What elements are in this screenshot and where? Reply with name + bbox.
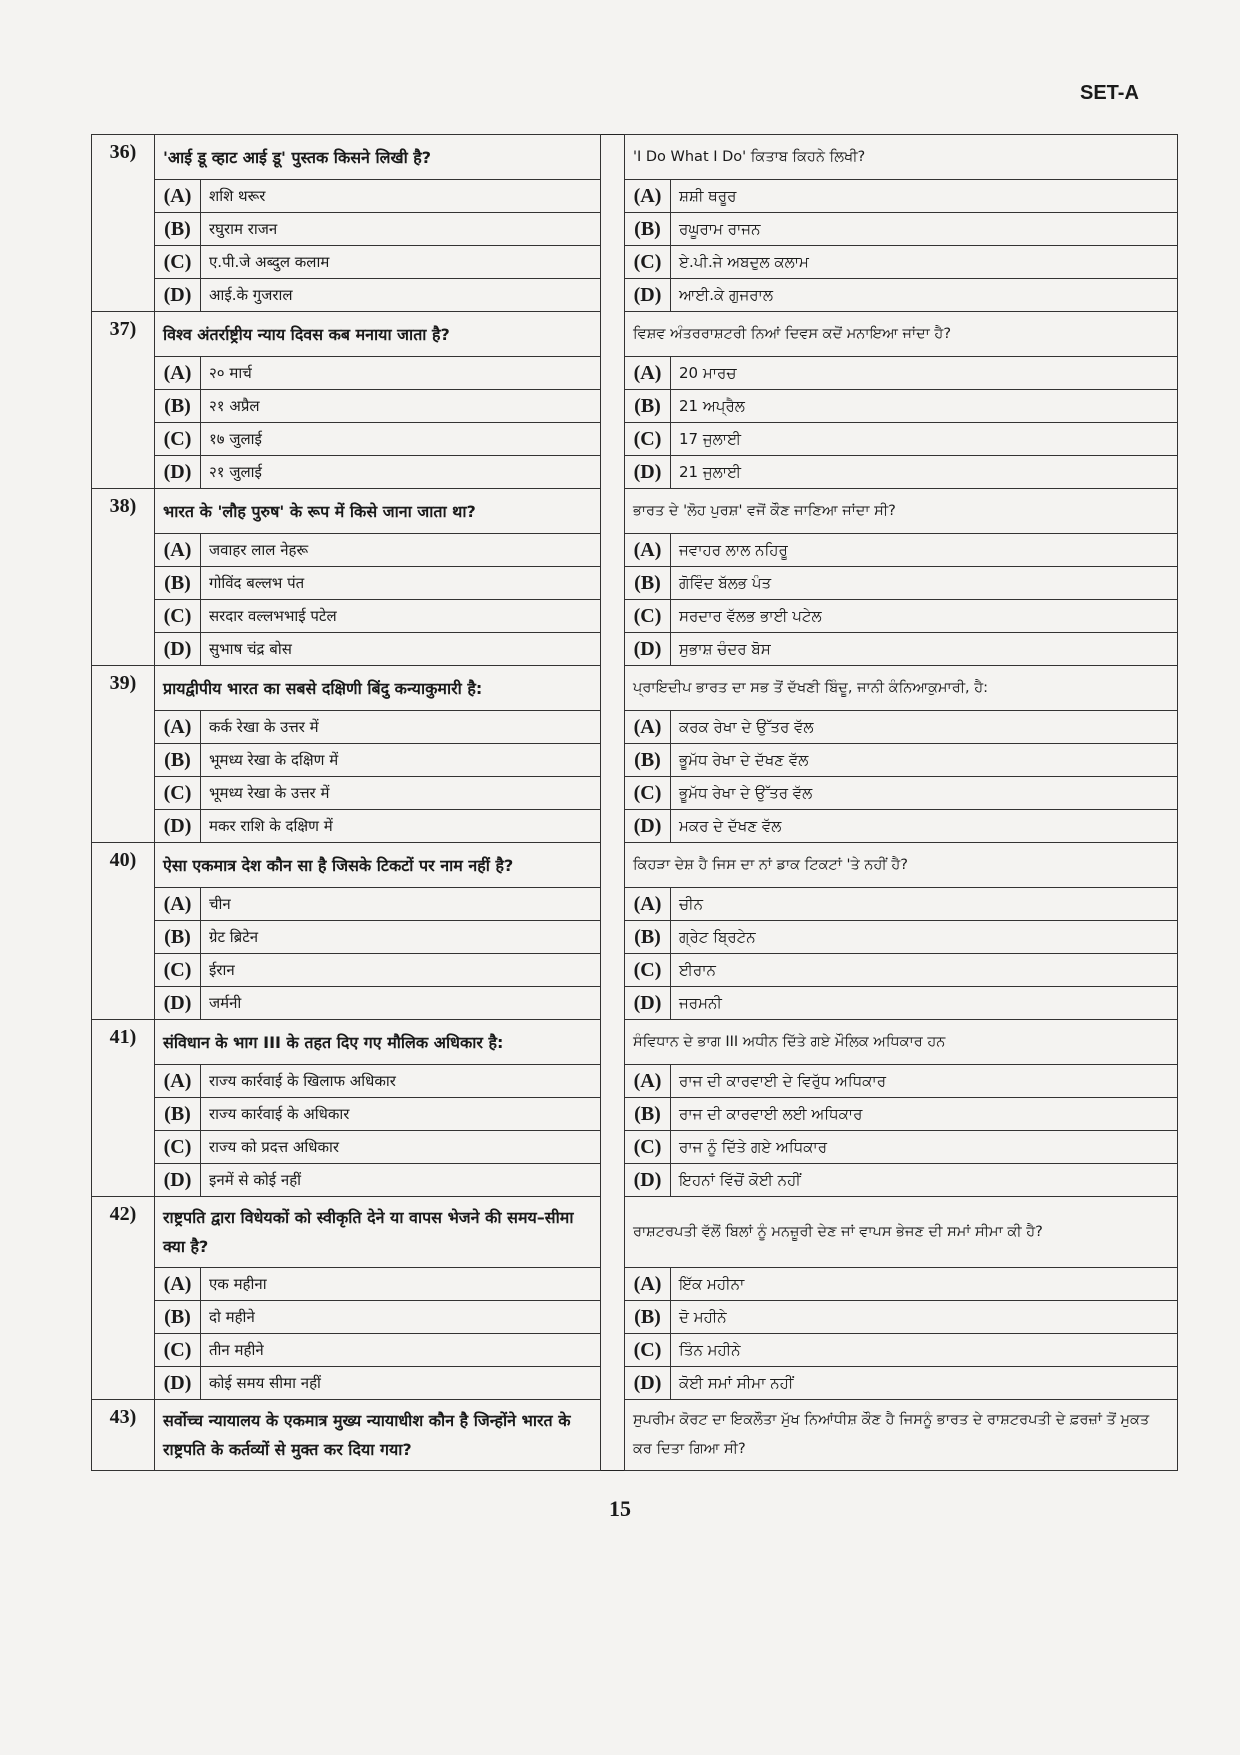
- option-row: [92, 954, 1178, 987]
- question-text-hindi: 'आई डू व्हाट आई डू' पुस्तक किसने लिखी है?: [155, 135, 601, 180]
- option-key-punjabi: (A): [625, 1065, 671, 1098]
- question-text-punjabi: 'I Do What I Do' ਕਿਤਾਬ ਕਿਹਨੇ ਲਿਖੀ?: [625, 135, 1178, 180]
- option-text-punjabi: ਚੀਨ: [671, 888, 1178, 921]
- option-text-hindi: २१ जुलाई: [201, 456, 601, 489]
- option-text-hindi: शशि थरूर: [201, 180, 601, 213]
- option-key-punjabi: (C): [625, 1334, 671, 1367]
- column-gap: [601, 489, 625, 666]
- question-number: 42): [92, 1197, 155, 1400]
- option-row: [92, 567, 1178, 600]
- option-text-punjabi: ਕੋਈ ਸਮਾਂ ਸੀਮਾ ਨਹੀਂ: [671, 1367, 1178, 1400]
- option-row: [92, 357, 1178, 390]
- option-text-punjabi: ਭੂਮੱਧ ਰੇਖਾ ਦੇ ਉੱਤਰ ਵੱਲ: [671, 777, 1178, 810]
- option-key-hindi: (C): [155, 423, 201, 456]
- question-row: [92, 1400, 1178, 1471]
- option-key-punjabi: (C): [625, 954, 671, 987]
- option-row: [92, 711, 1178, 744]
- option-key-hindi: (D): [155, 279, 201, 312]
- option-text-punjabi: ਆਈ.ਕੇ ਗੁਜਰਾਲ: [671, 279, 1178, 312]
- question-text-hindi: राष्ट्रपति द्वारा विधेयकों को स्वीकृति देने या वापस भेजने की समय–सीमा क्या है?: [155, 1197, 601, 1268]
- option-text-punjabi: 20 ਮਾਰਚ: [671, 357, 1178, 390]
- option-text-punjabi: ਇੱਕ ਮਹੀਨਾ: [671, 1268, 1178, 1301]
- option-text-punjabi: ਰਾਜ ਦੀ ਕਾਰਵਾਈ ਦੇ ਵਿਰੁੱਧ ਅਧਿਕਾਰ: [671, 1065, 1178, 1098]
- question-text-hindi: संविधान के भाग III के तहत दिए गए मौलिक अधिकार है:: [155, 1020, 601, 1065]
- option-text-punjabi: 21 ਜੁਲਾਈ: [671, 456, 1178, 489]
- question-text-punjabi: ਕਿਹੜਾ ਦੇਸ਼ ਹੈ ਜਿਸ ਦਾ ਨਾਂ ਡਾਕ ਟਿਕਟਾਂ 'ਤੇ ਨਹੀਂ ਹੈ?: [625, 843, 1178, 888]
- option-key-hindi: (A): [155, 1065, 201, 1098]
- option-key-hindi: (B): [155, 1098, 201, 1131]
- option-text-punjabi: ਸੁਭਾਸ਼ ਚੰਦਰ ਬੋਸ: [671, 633, 1178, 666]
- set-label: SET-A: [1080, 82, 1139, 104]
- question-text-hindi: प्रायद्वीपीय भारत का सबसे दक्षिणी बिंदु कन्याकुमारी है:: [155, 666, 601, 711]
- option-text-hindi: रघुराम राजन: [201, 213, 601, 246]
- option-key-punjabi: (D): [625, 1367, 671, 1400]
- question-row: [92, 489, 1178, 534]
- option-text-hindi: जर्मनी: [201, 987, 601, 1020]
- option-text-punjabi: ਜਵਾਹਰ ਲਾਲ ਨਹਿਰੂ: [671, 534, 1178, 567]
- option-text-hindi: ए.पी.जे अब्दुल कलाम: [201, 246, 601, 279]
- option-text-hindi: तीन महीने: [201, 1334, 601, 1367]
- option-key-hindi: (D): [155, 810, 201, 843]
- question-number: 41): [92, 1020, 155, 1197]
- option-text-hindi: ईरान: [201, 954, 601, 987]
- option-key-hindi: (B): [155, 744, 201, 777]
- option-key-punjabi: (A): [625, 357, 671, 390]
- option-key-punjabi: (D): [625, 456, 671, 489]
- option-text-hindi: २१ अप्रैल: [201, 390, 601, 423]
- option-text-punjabi: ਤਿੰਨ ਮਹੀਨੇ: [671, 1334, 1178, 1367]
- option-key-hindi: (D): [155, 1164, 201, 1197]
- question-text-hindi: ऐसा एकमात्र देश कौन सा है जिसके टिकटों पर नाम नहीं है?: [155, 843, 601, 888]
- option-key-hindi: (B): [155, 921, 201, 954]
- column-gap: [601, 312, 625, 489]
- question-text-punjabi: ਸੁਪਰੀਮ ਕੋਰਟ ਦਾ ਇਕਲੌਤਾ ਮੁੱਖ ਨਿਆਂਧੀਸ਼ ਕੌਣ ਹੈ ਜਿਸਨੂੰ ਭਾਰਤ ਦੇ ਰਾਸ਼ਟਰਪਤੀ ਦੇ ਫ਼ਰਜ਼ਾਂ ਤੋਂ ਮੁਕਤ ਕਰ ਦਿਤਾ ਗਿਆ ਸੀ?: [625, 1400, 1178, 1471]
- option-key-punjabi: (A): [625, 1268, 671, 1301]
- question-row: [92, 312, 1178, 357]
- question-number: 40): [92, 843, 155, 1020]
- option-text-punjabi: ਗ੍ਰੇਟ ਬ੍ਰਿਟੇਨ: [671, 921, 1178, 954]
- option-text-hindi: सुभाष चंद्र बोस: [201, 633, 601, 666]
- option-text-punjabi: ਈਰਾਨ: [671, 954, 1178, 987]
- option-row: [92, 1164, 1178, 1197]
- question-row: [92, 1020, 1178, 1065]
- option-key-hindi: (A): [155, 888, 201, 921]
- option-key-hindi: (A): [155, 534, 201, 567]
- option-text-hindi: राज्य को प्रदत्त अधिकार: [201, 1131, 601, 1164]
- option-row: [92, 888, 1178, 921]
- question-text-punjabi: ਵਿਸ਼ਵ ਅੰਤਰਰਾਸ਼ਟਰੀ ਨਿਆਂ ਦਿਵਸ ਕਦੋਂ ਮਨਾਇਆ ਜਾਂਦਾ ਹੈ?: [625, 312, 1178, 357]
- option-text-punjabi: ਰਾਜ ਨੂੰ ਦਿੱਤੇ ਗਏ ਅਧਿਕਾਰ: [671, 1131, 1178, 1164]
- option-text-hindi: कर्क रेखा के उत्तर में: [201, 711, 601, 744]
- option-key-hindi: (B): [155, 390, 201, 423]
- option-text-punjabi: ਇਹਨਾਂ ਵਿੱਚੋਂ ਕੋਈ ਨਹੀਂ: [671, 1164, 1178, 1197]
- option-text-hindi: राज्य कार्रवाई के अधिकार: [201, 1098, 601, 1131]
- option-key-hindi: (D): [155, 633, 201, 666]
- option-row: [92, 180, 1178, 213]
- question-text-hindi: विश्व अंतर्राष्ट्रीय न्याय दिवस कब मनाया जाता है?: [155, 312, 601, 357]
- option-row: [92, 600, 1178, 633]
- option-row: [92, 534, 1178, 567]
- option-text-hindi: भूमध्य रेखा के दक्षिण में: [201, 744, 601, 777]
- option-row: [92, 810, 1178, 843]
- option-text-punjabi: 17 ਜੁਲਾਈ: [671, 423, 1178, 456]
- option-key-hindi: (A): [155, 180, 201, 213]
- column-gap: [601, 1020, 625, 1197]
- question-number: 38): [92, 489, 155, 666]
- option-text-punjabi: ਜਰਮਨੀ: [671, 987, 1178, 1020]
- column-gap: [601, 1197, 625, 1400]
- option-key-hindi: (D): [155, 987, 201, 1020]
- question-text-punjabi: ਭਾਰਤ ਦੇ 'ਲੋਹ ਪੁਰਸ਼' ਵਜੋਂ ਕੌਣ ਜਾਣਿਆ ਜਾਂਦਾ ਸੀ?: [625, 489, 1178, 534]
- question-text-hindi: भारत के 'लौह पुरुष' के रूप में किसे जाना जाता था?: [155, 489, 601, 534]
- option-text-hindi: ग्रेट ब्रिटेन: [201, 921, 601, 954]
- option-key-hindi: (A): [155, 711, 201, 744]
- page-number: 15: [609, 1496, 631, 1521]
- option-row: [92, 1268, 1178, 1301]
- option-key-hindi: (C): [155, 1334, 201, 1367]
- option-row: [92, 633, 1178, 666]
- option-key-punjabi: (A): [625, 534, 671, 567]
- option-text-hindi: आई.के गुजराल: [201, 279, 601, 312]
- option-text-punjabi: ਰਾਜ ਦੀ ਕਾਰਵਾਈ ਲਈ ਅਧਿਕਾਰ: [671, 1098, 1178, 1131]
- option-key-punjabi: (D): [625, 987, 671, 1020]
- question-row: [92, 1197, 1178, 1268]
- option-key-punjabi: (A): [625, 888, 671, 921]
- option-text-hindi: एक महीना: [201, 1268, 601, 1301]
- option-row: [92, 1098, 1178, 1131]
- option-key-hindi: (B): [155, 1301, 201, 1334]
- option-key-hindi: (C): [155, 600, 201, 633]
- option-text-hindi: इनमें से कोई नहीं: [201, 1164, 601, 1197]
- option-text-punjabi: ਭੂਮੱਧ ਰੇਖਾ ਦੇ ਦੱਖਣ ਵੱਲ: [671, 744, 1178, 777]
- option-text-punjabi: ਦੋ ਮਹੀਨੇ: [671, 1301, 1178, 1334]
- question-row: [92, 843, 1178, 888]
- option-key-punjabi: (C): [625, 777, 671, 810]
- option-text-hindi: २० मार्च: [201, 357, 601, 390]
- option-key-punjabi: (B): [625, 567, 671, 600]
- option-key-punjabi: (B): [625, 213, 671, 246]
- option-text-punjabi: ਕਰਕ ਰੇਖਾ ਦੇ ਉੱਤਰ ਵੱਲ: [671, 711, 1178, 744]
- option-row: [92, 744, 1178, 777]
- question-number: 43): [92, 1400, 155, 1471]
- option-key-punjabi: (C): [625, 600, 671, 633]
- option-row: [92, 1301, 1178, 1334]
- option-key-punjabi: (C): [625, 423, 671, 456]
- option-key-hindi: (A): [155, 357, 201, 390]
- option-key-hindi: (B): [155, 567, 201, 600]
- option-text-hindi: जवाहर लाल नेहरू: [201, 534, 601, 567]
- option-key-punjabi: (C): [625, 246, 671, 279]
- option-key-hindi: (B): [155, 213, 201, 246]
- option-key-hindi: (C): [155, 246, 201, 279]
- option-key-hindi: (A): [155, 1268, 201, 1301]
- option-key-hindi: (C): [155, 777, 201, 810]
- question-row: [92, 666, 1178, 711]
- column-gap: [601, 135, 625, 312]
- option-key-hindi: (C): [155, 954, 201, 987]
- option-text-hindi: राज्य कार्रवाई के खिलाफ अधिकार: [201, 1065, 601, 1098]
- option-text-hindi: मकर राशि के दक्षिण में: [201, 810, 601, 843]
- option-key-punjabi: (D): [625, 810, 671, 843]
- column-gap: [601, 666, 625, 843]
- option-text-hindi: १७ जुलाई: [201, 423, 601, 456]
- question-row: [92, 135, 1178, 180]
- option-row: [92, 1131, 1178, 1164]
- option-key-hindi: (C): [155, 1131, 201, 1164]
- option-key-punjabi: (B): [625, 390, 671, 423]
- option-text-hindi: सरदार वल्लभभाई पटेल: [201, 600, 601, 633]
- option-row: [92, 921, 1178, 954]
- option-key-punjabi: (B): [625, 744, 671, 777]
- option-key-punjabi: (D): [625, 279, 671, 312]
- option-text-hindi: भूमध्य रेखा के उत्तर में: [201, 777, 601, 810]
- option-text-hindi: गोविंद बल्लभ पंत: [201, 567, 601, 600]
- question-number: 37): [92, 312, 155, 489]
- option-text-punjabi: ਏ.ਪੀ.ਜੇ ਅਬਦੁਲ ਕਲਾਮ: [671, 246, 1178, 279]
- option-row: [92, 987, 1178, 1020]
- option-text-punjabi: 21 ਅਪ੍ਰੈਲ: [671, 390, 1178, 423]
- option-key-hindi: (D): [155, 1367, 201, 1400]
- column-gap: [601, 843, 625, 1020]
- question-text-punjabi: ਰਾਸ਼ਟਰਪਤੀ ਵੱਲੋਂ ਬਿਲਾਂ ਨੂੰ ਮਨਜ਼ੂਰੀ ਦੇਣ ਜਾਂ ਵਾਪਸ ਭੇਜਣ ਦੀ ਸਮਾਂ ਸੀਮਾ ਕੀ ਹੈ?: [625, 1197, 1178, 1268]
- question-number: 39): [92, 666, 155, 843]
- option-row: [92, 1367, 1178, 1400]
- option-text-hindi: दो महीने: [201, 1301, 601, 1334]
- option-text-punjabi: ਮਕਰ ਦੇ ਦੱਖਣ ਵੱਲ: [671, 810, 1178, 843]
- option-row: [92, 390, 1178, 423]
- question-text-hindi: सर्वोच्च न्यायालय के एकमात्र मुख्य न्यायाधीश कौन है जिन्होंने भारत के राष्ट्रपति के कर्तव्यों से मुक्त कर दिया गया?: [155, 1400, 601, 1471]
- option-row: [92, 456, 1178, 489]
- question-table: [91, 134, 1178, 1471]
- option-text-punjabi: ਸਰਦਾਰ ਵੱਲਭ ਭਾਈ ਪਟੇਲ: [671, 600, 1178, 633]
- option-text-punjabi: ਸ਼ਸ਼ੀ ਥਰੂਰ: [671, 180, 1178, 213]
- option-key-punjabi: (B): [625, 921, 671, 954]
- option-row: [92, 213, 1178, 246]
- question-text-punjabi: ਸੰਵਿਧਾਨ ਦੇ ਭਾਗ III ਅਧੀਨ ਦਿੱਤੇ ਗਏ ਮੌਲਿਕ ਅਧਿਕਾਰ ਹਨ: [625, 1020, 1178, 1065]
- option-text-punjabi: ਰਘੂਰਾਮ ਰਾਜਨ: [671, 213, 1178, 246]
- option-key-punjabi: (B): [625, 1098, 671, 1131]
- option-row: [92, 246, 1178, 279]
- option-key-punjabi: (B): [625, 1301, 671, 1334]
- option-key-punjabi: (D): [625, 633, 671, 666]
- option-row: [92, 423, 1178, 456]
- option-row: [92, 1334, 1178, 1367]
- option-row: [92, 1065, 1178, 1098]
- option-row: [92, 777, 1178, 810]
- option-key-punjabi: (A): [625, 711, 671, 744]
- option-key-punjabi: (D): [625, 1164, 671, 1197]
- option-row: [92, 279, 1178, 312]
- option-text-punjabi: ਗੋਵਿੰਦ ਬੱਲਭ ਪੰਤ: [671, 567, 1178, 600]
- question-number: 36): [92, 135, 155, 312]
- option-key-punjabi: (C): [625, 1131, 671, 1164]
- option-key-punjabi: (A): [625, 180, 671, 213]
- option-key-hindi: (D): [155, 456, 201, 489]
- question-text-punjabi: ਪ੍ਰਾਇਦੀਪ ਭਾਰਤ ਦਾ ਸਭ ਤੋਂ ਦੱਖਣੀ ਬਿੰਦੂ, ਜਾਨੀ ਕੰਨਿਆਕੁਮਾਰੀ, ਹੈ:: [625, 666, 1178, 711]
- column-gap: [601, 1400, 625, 1471]
- option-text-hindi: चीन: [201, 888, 601, 921]
- option-text-hindi: कोई समय सीमा नहीं: [201, 1367, 601, 1400]
